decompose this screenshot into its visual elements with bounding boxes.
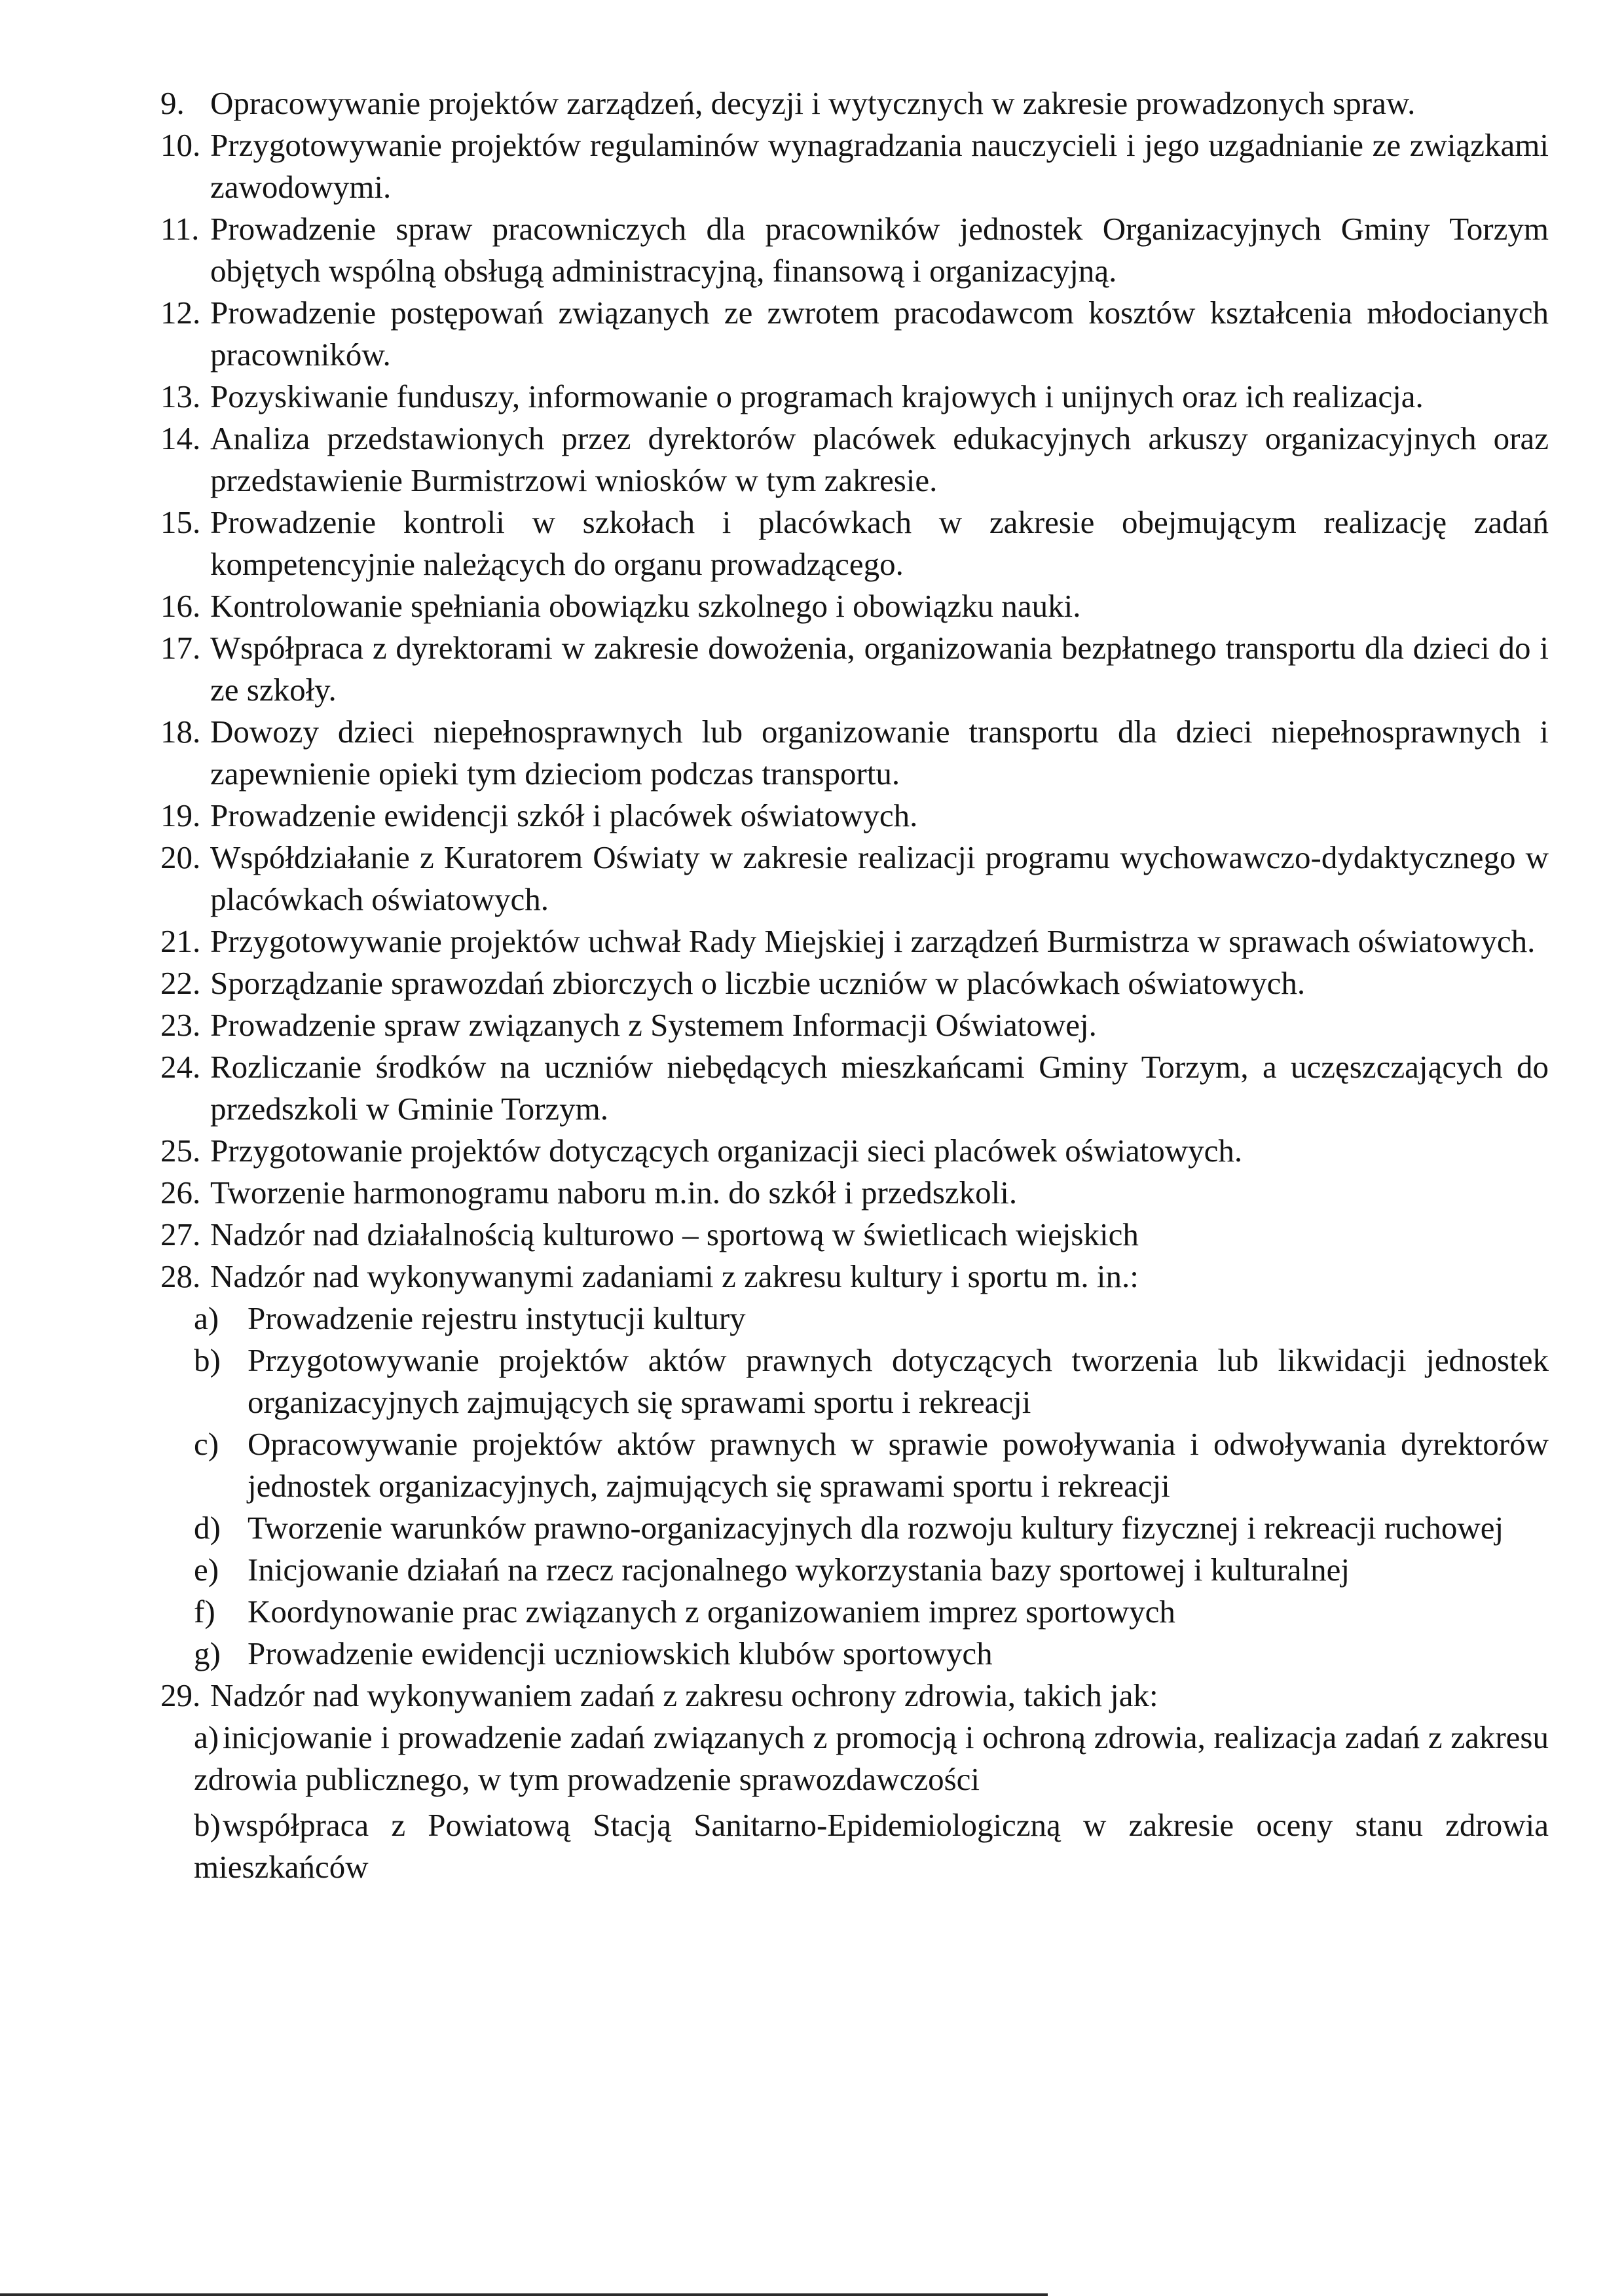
item-text: Przygotowywanie projektów regulaminów wynagradzania nauczycieli i jego uzgadnianie ze związkami zawodowymi.	[210, 127, 1549, 205]
list-item	[160, 1256, 1549, 1298]
task-list	[160, 82, 1549, 1888]
item-number: 14.	[160, 420, 201, 456]
item-number: 21.	[160, 923, 201, 959]
sub-item-letter: b)	[194, 1342, 221, 1378]
item-text: Kontrolowanie spełniania obowiązku szkolnego i obowiązku nauki.	[210, 588, 1081, 624]
list-item	[160, 1214, 1549, 1256]
sub-item	[194, 1339, 1549, 1423]
item-text: Współdziałanie z Kuratorem Oświaty w zakresie realizacji programu wychowawczo-dydaktycznego w placówkach oświatowych.	[210, 839, 1549, 917]
scan-edge-line	[0, 2293, 1048, 2296]
item-text: Prowadzenie kontroli w szkołach i placówkach w zakresie obejmującym realizację zadań kompetencyjnie należących do organu prowadzącego.	[210, 504, 1549, 582]
list-item	[160, 376, 1549, 418]
sub-item-letter: b)	[194, 1807, 221, 1843]
list-item	[160, 418, 1549, 501]
item-text: Przygotowywanie projektów uchwał Rady Miejskiej i zarządzeń Burmistrza w sprawach oświatowych.	[210, 923, 1536, 959]
item-text: Pozyskiwanie funduszy, informowanie o programach krajowych i unijnych oraz ich realizacja.	[210, 378, 1424, 414]
item-number: 13.	[160, 378, 201, 414]
item-number: 20.	[160, 839, 201, 875]
item-number: 22.	[160, 965, 201, 1001]
sub-item-letter: a)	[194, 1719, 219, 1755]
list-item	[160, 585, 1549, 627]
list-item	[160, 208, 1549, 292]
sub-item	[194, 1549, 1549, 1591]
sub-item	[194, 1298, 1549, 1339]
sub-item-letter: g)	[194, 1635, 221, 1671]
item-number: 26.	[160, 1175, 201, 1211]
sub-item	[194, 1717, 1549, 1800]
list-item	[160, 711, 1549, 795]
item-number: 16.	[160, 588, 201, 624]
item-number: 24.	[160, 1049, 201, 1085]
sub-item-letter: f)	[194, 1594, 215, 1630]
item-text: Analiza przedstawionych przez dyrektorów placówek edukacyjnych arkuszy organizacyjnych oraz przedstawienie Burmistrzowi wniosków w tym zakresie.	[210, 420, 1549, 498]
item-text: Prowadzenie postępowań związanych ze zwrotem pracodawcom kosztów kształcenia młodocianych pracowników.	[210, 295, 1549, 373]
item-number: 28.	[160, 1258, 201, 1294]
item-text: Nadzór nad wykonywanymi zadaniami z zakresu kultury i sportu m. in.:	[210, 1258, 1139, 1294]
item-number: 10.	[160, 127, 201, 163]
item-number: 23.	[160, 1007, 201, 1043]
sub-item	[194, 1804, 1549, 1888]
list-item	[160, 962, 1549, 1004]
list-item	[160, 501, 1549, 585]
sub-item	[194, 1591, 1549, 1633]
list-item	[160, 795, 1549, 837]
item-number: 18.	[160, 714, 201, 750]
list-item	[160, 1130, 1549, 1172]
sub-item-letter: c)	[194, 1426, 219, 1462]
sub-item	[194, 1423, 1549, 1507]
item-text: Sporządzanie sprawozdań zbiorczych o liczbie uczniów w placówkach oświatowych.	[210, 965, 1306, 1001]
item-text: Nadzór nad wykonywaniem zadań z zakresu ochrony zdrowia, takich jak:	[210, 1677, 1158, 1713]
sub-item-text: inicjowanie i prowadzenie zadań związanych z promocją i ochroną zdrowia, realizacja zadań z zakresu zdrowia publicznego, w tym prowadzenie sprawozdawczości	[194, 1719, 1549, 1797]
sub-item-text: Przygotowywanie projektów aktów prawnych dotyczących tworzenia lub likwidacji jednostek organizacyjnych zajmujących się sprawami sportu i rekreacji	[248, 1342, 1549, 1420]
item-text: Rozliczanie środków na uczniów niebędących mieszkańcami Gminy Torzym, a uczęszczających do przedszkoli w Gminie Torzym.	[210, 1049, 1549, 1127]
list-item	[160, 1046, 1549, 1130]
item-text: Tworzenie harmonogramu naboru m.in. do szkół i przedszkoli.	[210, 1175, 1018, 1211]
item-number: 29.	[160, 1677, 201, 1713]
list-item	[160, 837, 1549, 920]
sub-item-text: Prowadzenie ewidencji uczniowskich klubów sportowych	[248, 1635, 993, 1671]
item-text: Dowozy dzieci niepełnosprawnych lub organizowanie transportu dla dzieci niepełnosprawnych i zapewnienie opieki tym dzieciom podczas transportu.	[210, 714, 1549, 792]
list-item	[160, 124, 1549, 208]
item-number: 19.	[160, 797, 201, 833]
item-number: 12.	[160, 295, 201, 331]
item-text: Prowadzenie spraw związanych z Systemem Informacji Oświatowej.	[210, 1007, 1097, 1043]
sub-item	[194, 1633, 1549, 1675]
item-number: 9.	[160, 85, 185, 121]
list-item	[160, 1675, 1549, 1717]
list-item	[160, 292, 1549, 376]
list-item	[160, 627, 1549, 711]
item-number: 15.	[160, 504, 201, 540]
sub-item-text: Koordynowanie prac związanych z organizowaniem imprez sportowych	[248, 1594, 1175, 1630]
sub-item-text: współpraca z Powiatową Stacją Sanitarno-Epidemiologiczną w zakresie oceny stanu zdrowia mieszkańców	[194, 1807, 1549, 1885]
item-number: 27.	[160, 1216, 201, 1252]
item-text: Prowadzenie spraw pracowniczych dla pracowników jednostek Organizacyjnych Gminy Torzym objętych wspólną obsługą administracyjną, finansową i organizacyjną.	[210, 211, 1549, 289]
sub-item-letter: a)	[194, 1300, 219, 1336]
sub-item-text: Tworzenie warunków prawno-organizacyjnych dla rozwoju kultury fizycznej i rekreacji ruchowej	[248, 1510, 1504, 1546]
item-text: Współpraca z dyrektorami w zakresie dowożenia, organizowania bezpłatnego transportu dla dzieci do i ze szkoły.	[210, 630, 1549, 708]
item-text: Opracowywanie projektów zarządzeń, decyzji i wytycznych w zakresie prowadzonych spraw.	[210, 85, 1416, 121]
item-text: Przygotowanie projektów dotyczących organizacji sieci placówek oświatowych.	[210, 1133, 1243, 1169]
sub-item	[194, 1507, 1549, 1549]
item-text: Nadzór nad działalnością kulturowo – sportową w świetlicach wiejskich	[210, 1216, 1139, 1252]
item-number: 25.	[160, 1133, 201, 1169]
list-item	[160, 1172, 1549, 1214]
item-number: 17.	[160, 630, 201, 666]
sub-item-text: Inicjowanie działań na rzecz racjonalnego wykorzystania bazy sportowej i kulturalnej	[248, 1552, 1350, 1588]
list-item	[160, 82, 1549, 124]
sub-item-text: Prowadzenie rejestru instytucji kultury	[248, 1300, 746, 1336]
item-number: 11.	[160, 211, 200, 247]
sub-item-letter: d)	[194, 1510, 221, 1546]
list-item	[160, 1004, 1549, 1046]
sub-item-text: Opracowywanie projektów aktów prawnych w sprawie powoływania i odwoływania dyrektorów jednostek organizacyjnych, zajmujących się sprawami sportu i rekreacji	[248, 1426, 1549, 1504]
list-item	[160, 920, 1549, 962]
sub-item-letter: e)	[194, 1552, 219, 1588]
item-text: Prowadzenie ewidencji szkół i placówek oświatowych.	[210, 797, 918, 833]
